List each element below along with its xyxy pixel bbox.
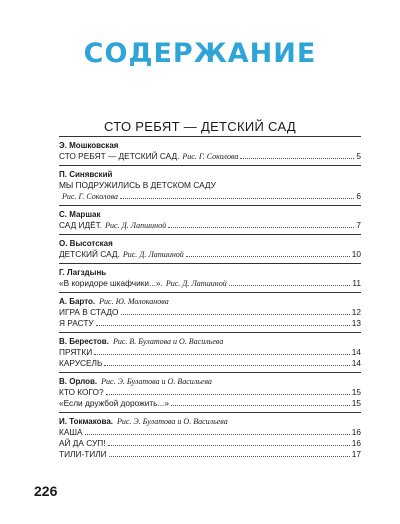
toc-entry — [59, 332, 361, 372]
dot-leader — [218, 187, 359, 188]
author-name: И. Токмакова. — [59, 417, 113, 426]
toc-line[interactable] — [59, 347, 361, 358]
page-ref: 10 — [351, 249, 361, 259]
toc-line[interactable] — [59, 220, 361, 231]
work-title: ТИЛИ-ТИЛИ — [59, 449, 107, 459]
toc-line[interactable] — [59, 427, 361, 438]
work-illustrator: Рис. Г. Соколова — [62, 192, 119, 201]
dot-leader — [229, 284, 351, 286]
page-ref: 14 — [351, 347, 361, 357]
toc-entry — [59, 292, 361, 332]
toc-entry — [59, 372, 361, 412]
toc-entry — [59, 165, 361, 205]
work-title: СТО РЕБЯТ — ДЕТСКИЙ САД. — [59, 151, 180, 161]
toc-line[interactable] — [59, 318, 361, 329]
page-ref: 14 — [351, 358, 361, 368]
toc-entry — [59, 234, 361, 263]
toc-line[interactable] — [59, 449, 361, 460]
page-ref: 11 — [352, 278, 361, 288]
page-ref: 15 — [351, 387, 361, 397]
work-title-group — [59, 449, 107, 460]
page-ref: 12 — [351, 307, 361, 317]
entry-author — [59, 238, 361, 249]
work-title: КАША — [59, 427, 83, 437]
dot-leader — [96, 324, 350, 326]
table-of-contents — [59, 136, 361, 463]
work-title-group — [59, 358, 102, 369]
work-title: САД ИДЁТ. — [59, 220, 103, 230]
toc-entry — [59, 205, 361, 234]
page-ref: 16 — [351, 427, 361, 437]
author-name: Г. Лагздынь — [59, 268, 107, 277]
page-title: СОДЕРЖАНИЕ — [83, 38, 317, 69]
entry-author — [59, 416, 361, 427]
section-title: СТО РЕБЯТ — ДЕТСКИЙ САД — [104, 119, 296, 134]
toc-line[interactable] — [59, 180, 361, 191]
page-ref: 7 — [356, 220, 361, 230]
work-illustrator: Рис. Г. Соколова — [182, 152, 239, 161]
work-title-group — [59, 249, 184, 260]
work-title-group — [59, 278, 227, 289]
toc-line[interactable] — [59, 151, 361, 162]
page-ref: 6 — [356, 191, 361, 201]
work-title: МЫ ПОДРУЖИЛИСЬ В ДЕТСКОМ САДУ — [59, 180, 216, 190]
toc-entry — [59, 136, 361, 165]
work-title-group — [59, 180, 216, 191]
page-ref: 16 — [351, 438, 361, 448]
author-name: В. Орлов. — [59, 377, 98, 386]
dot-leader — [94, 353, 350, 355]
entry-author — [59, 209, 361, 220]
author-name: С. Маршак — [59, 210, 101, 219]
dot-leader — [168, 226, 354, 228]
dot-leader — [121, 313, 350, 315]
work-title: ПРЯТКИ — [59, 347, 93, 357]
author-name: Э. Мошковская — [59, 141, 119, 150]
toc-line[interactable] — [59, 249, 361, 260]
entry-author — [59, 169, 361, 180]
dot-leader — [106, 393, 350, 395]
author-illustrator: Рис. В. Булатова и О. Васильева — [112, 337, 224, 346]
toc-entry — [59, 263, 361, 292]
work-title: АЙ ДА СУП! — [59, 438, 106, 448]
entry-author — [59, 267, 361, 278]
page-number: 226 — [34, 483, 58, 499]
author-name: О. Высотская — [59, 239, 113, 248]
author-illustrator: Рис. Э. Булатова и О. Васильева — [117, 417, 228, 426]
dot-leader — [108, 444, 350, 446]
work-title-group — [59, 347, 92, 358]
work-illustrator: Рис. Д. Лапшиной — [165, 279, 227, 288]
work-illustrator: Рис. Д. Лапшиной — [122, 250, 184, 259]
work-title: ИГРА В СТАДО — [59, 307, 119, 317]
page-ref: 15 — [351, 398, 361, 408]
toc-line[interactable] — [59, 278, 361, 289]
work-illustrator: Рис. Д. Лапшиной — [105, 221, 167, 230]
author-illustrator: Рис. Ю. Молоканова — [99, 297, 169, 306]
toc-entry — [59, 412, 361, 463]
author-illustrator: Рис. Э. Булатова и О. Васильева — [101, 377, 212, 386]
dot-leader — [109, 455, 350, 457]
work-title-group — [59, 318, 94, 329]
page-ref: 17 — [351, 449, 361, 459]
work-title-group — [59, 427, 83, 438]
author-name: П. Синявский — [59, 170, 113, 179]
entry-author — [59, 336, 361, 347]
dot-leader — [85, 433, 350, 435]
work-title-group — [59, 307, 119, 318]
author-name: А. Барто. — [59, 297, 96, 306]
work-title-group — [59, 387, 104, 398]
author-name: В. Берестов. — [59, 337, 109, 346]
work-title-group — [59, 438, 106, 449]
dot-leader — [171, 404, 350, 406]
work-title: Я РАСТУ — [59, 318, 94, 328]
toc-line[interactable] — [59, 307, 361, 318]
dot-leader — [120, 197, 354, 199]
work-title: КАРУСЕЛЬ — [59, 358, 103, 368]
work-title: ДЕТСКИЙ САД. — [59, 249, 120, 259]
page-ref: 13 — [351, 318, 361, 328]
work-title-group — [59, 398, 169, 409]
toc-line[interactable] — [59, 358, 361, 369]
entry-author — [59, 376, 361, 387]
entry-author — [59, 296, 361, 307]
toc-line[interactable] — [59, 398, 361, 409]
dot-leader — [104, 364, 349, 366]
dot-leader — [240, 157, 354, 159]
work-title-group — [59, 220, 166, 231]
work-title-group — [59, 191, 118, 202]
entry-author — [59, 140, 361, 151]
toc-line[interactable] — [59, 387, 361, 398]
dot-leader — [186, 255, 350, 257]
page-ref: 5 — [356, 151, 361, 161]
work-title: «Если дружбой дорожить...» — [59, 398, 169, 408]
toc-line[interactable] — [59, 438, 361, 449]
work-title-group — [59, 151, 238, 162]
toc-line[interactable] — [59, 191, 361, 202]
work-title: КТО КОГО? — [59, 387, 104, 397]
work-title: «В коридоре шкафчики...». — [59, 278, 163, 288]
